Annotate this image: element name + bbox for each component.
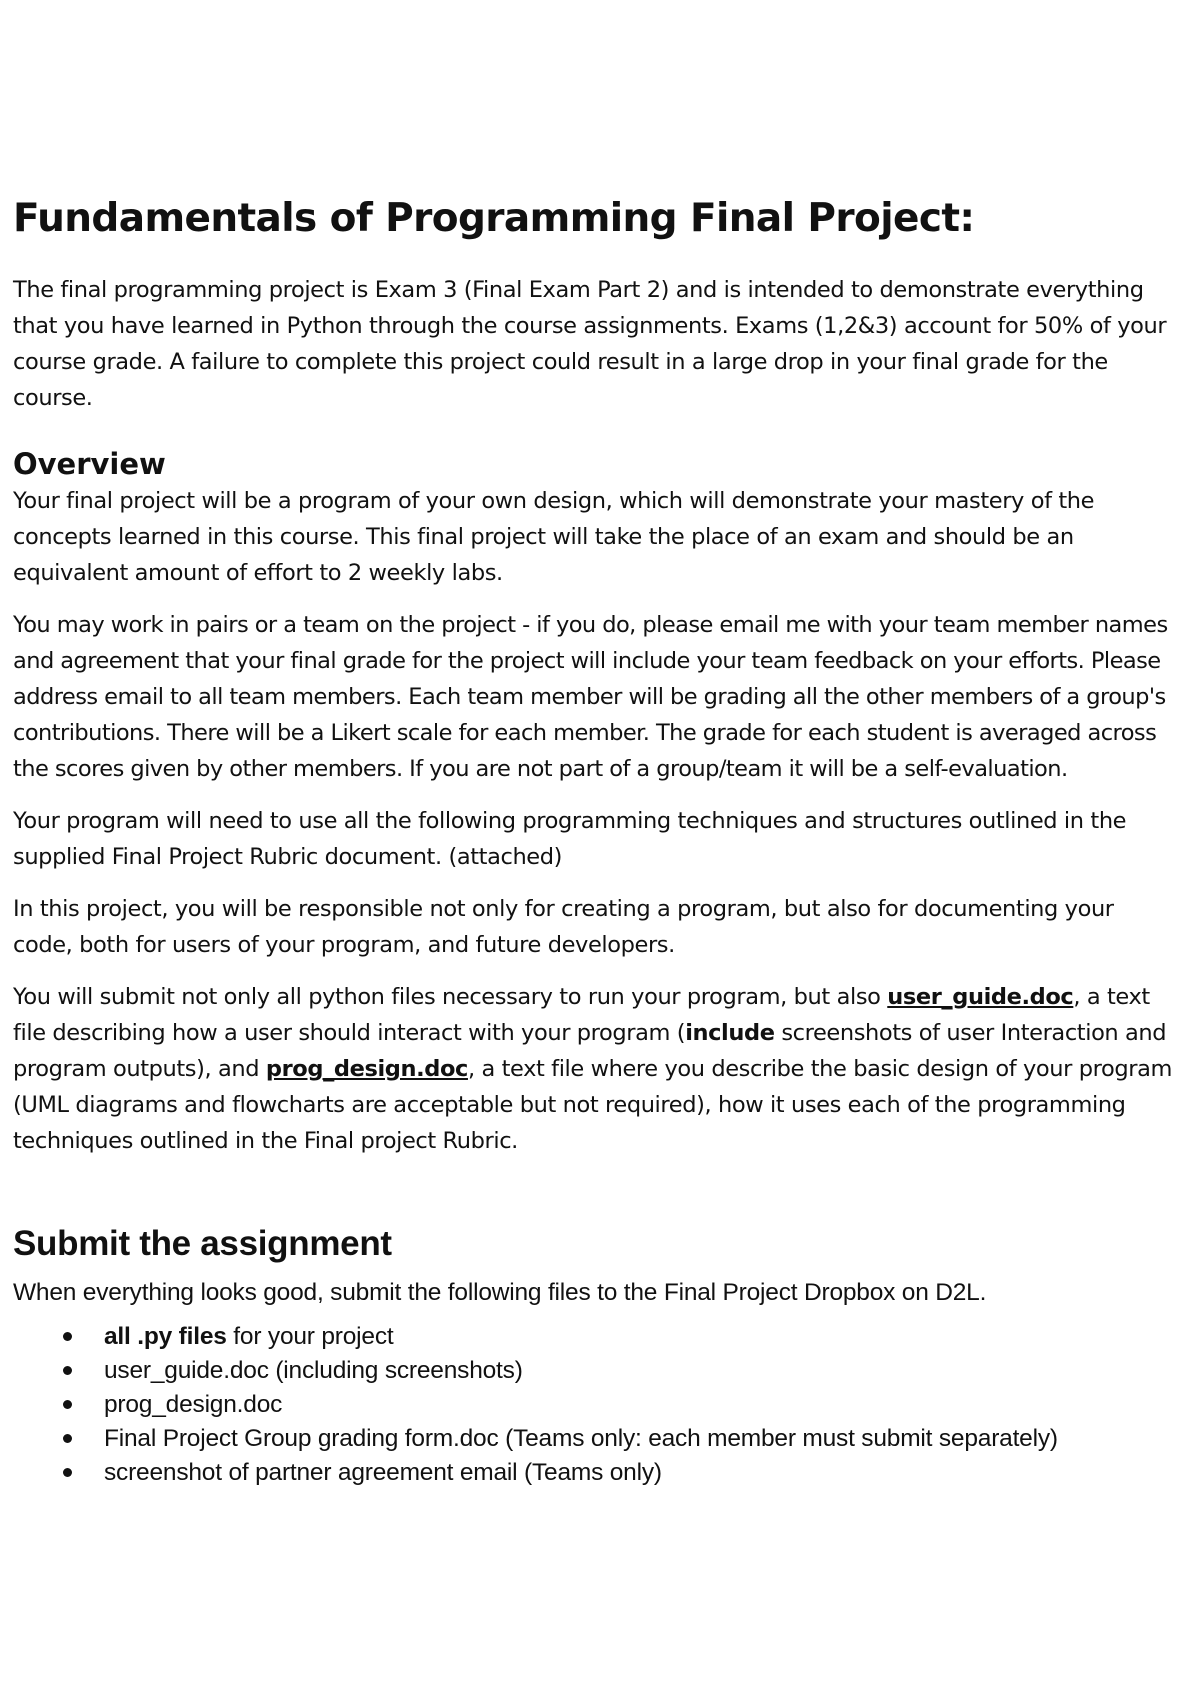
- overview-paragraph-5: [13, 979, 1173, 1159]
- overview-section: [13, 446, 1173, 1159]
- p5-text-4: , a text file where you describe the basic design of your program (UML diagrams and flowcharts are acceptable but not required), how it uses each of the programming techniques outlined in the Final project Rubric.: [13, 1056, 1172, 1154]
- list-item: [13, 1422, 1173, 1456]
- user-guide-doc-link[interactable]: user_guide.doc: [887, 984, 1074, 1010]
- overview-paragraph-4: In this project, you will be responsible not only for creating a program, but also for documenting your code, both for users of your program, and future developers.: [13, 896, 1114, 958]
- overview-paragraph-2: You may work in pairs or a team on the project - if you do, please email me with your team member names and agreement that your final grade for the project will include your team feedback on your efforts. Please address email to all team members. Each team member will be grading all the other members of a group's contributions. There will be a Likert scale for each member. The grade for each student is averaged across the scores given by other members. If you are not part of a group/team it will be a self-evaluation.: [13, 612, 1168, 782]
- bullet-icon: [63, 1468, 72, 1477]
- list-item-text: Final Project Group grading form.doc (Teams only: each member must submit separately): [104, 1425, 1058, 1452]
- bullet-icon: [63, 1332, 72, 1341]
- p5-bold-include: include: [685, 1020, 775, 1046]
- list-item-bold: all .py files: [104, 1323, 227, 1350]
- submit-instructions: When everything looks good, submit the following files to the Final Project Dropbox on D2L.: [13, 1279, 987, 1306]
- overview-paragraph-1: Your final project will be a program of your own design, which will demonstrate your mastery of the concepts learned in this course. This final project will take the place of an exam and should be an equivalent amount of effort to 2 weekly labs.: [13, 488, 1095, 586]
- p5-text-1: You will submit not only all python files necessary to run your program, but also: [13, 984, 888, 1010]
- prog-design-doc-link[interactable]: prog_design.doc: [265, 1056, 468, 1082]
- page-title: Fundamentals of Programming Final Project:: [13, 196, 975, 241]
- list-item: [13, 1388, 1173, 1422]
- list-item-text: user_guide.doc (including screenshots): [104, 1357, 523, 1384]
- intro-section: [13, 272, 1173, 416]
- list-item: [13, 1320, 1173, 1354]
- bullet-icon: [63, 1400, 72, 1409]
- list-item-text: prog_design.doc: [104, 1391, 283, 1418]
- list-item-text: screenshot of partner agreement email (Teams only): [104, 1459, 662, 1486]
- list-item: [13, 1354, 1173, 1388]
- p5-text-3: screenshots of user Interaction and program outputs), and: [13, 1020, 1167, 1082]
- overview-heading: Overview: [13, 447, 166, 481]
- intro-paragraph: The final programming project is Exam 3 (Final Exam Part 2) and is intended to demonstrate everything that you have learned in Python through the course assignments. Exams (1,2&3) account for 50% of your course grade. A failure to complete this project could result in a large drop in your final grade for the course.: [13, 277, 1167, 411]
- overview-paragraph-3: Your program will need to use all the following programming techniques and structures outlined in the supplied Final Project Rubric document. (attached): [13, 808, 1127, 870]
- submit-heading: Submit the assignment: [13, 1224, 392, 1263]
- p5-text-2: , a text file describing how a user should interact with your program (: [13, 984, 1150, 1046]
- bullet-icon: [63, 1366, 72, 1375]
- list-item-text: for your project: [226, 1323, 394, 1350]
- list-item: [13, 1456, 1173, 1490]
- submit-section: [13, 1222, 1173, 1490]
- bullet-icon: [63, 1434, 72, 1443]
- submission-file-list: [13, 1320, 1173, 1490]
